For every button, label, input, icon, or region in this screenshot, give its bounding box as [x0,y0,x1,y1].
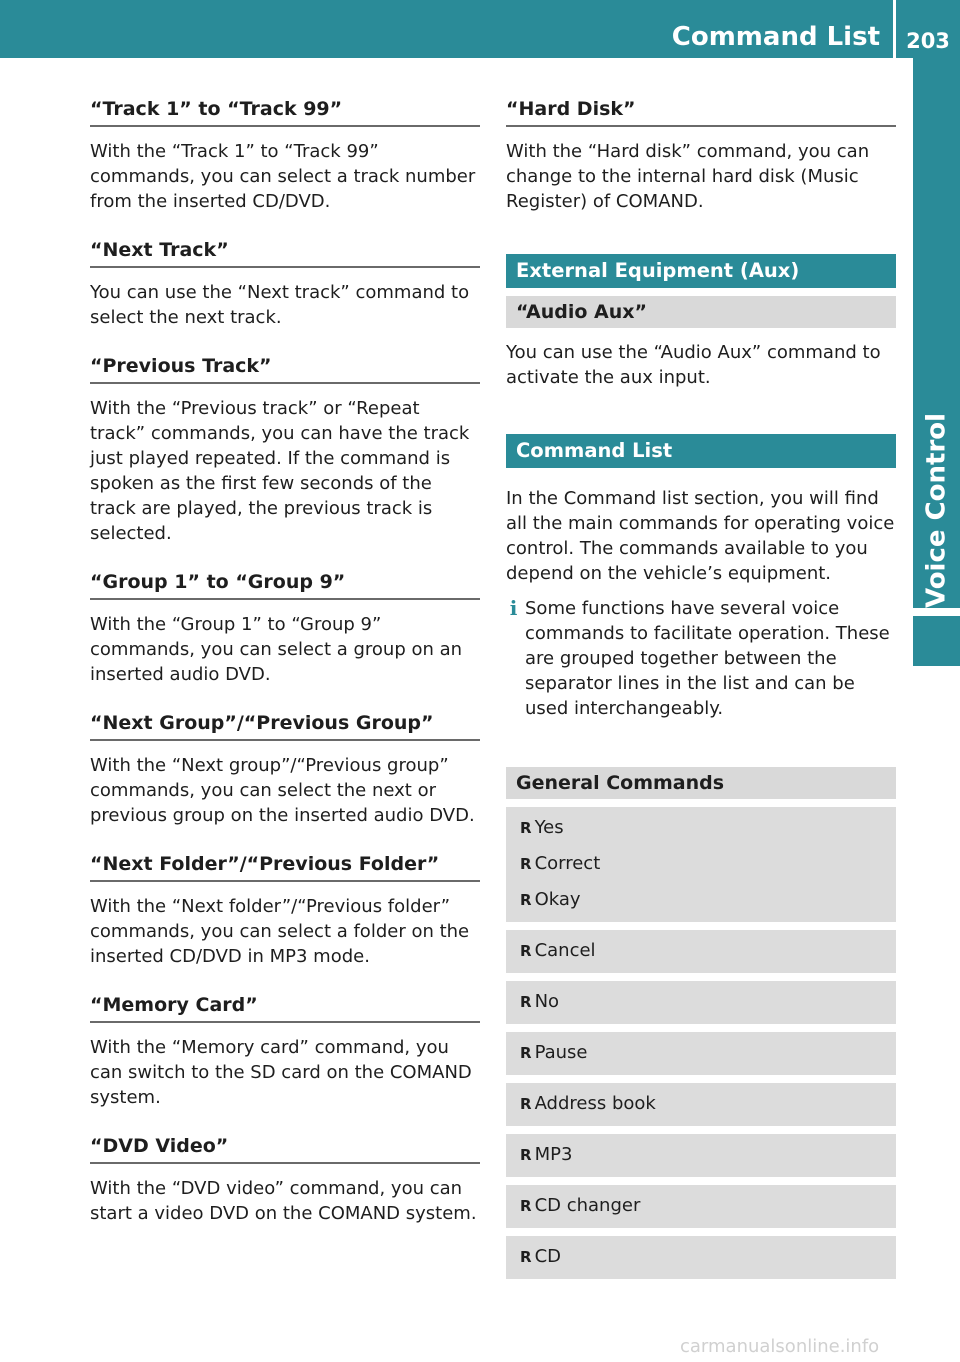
section-heading: “Memory Card” [90,991,480,1023]
section-text: With the “Hard disk” command, you can change to the internal hard disk (Music Register) of COMAND. [506,141,870,212]
command-item: R MP3 [520,1144,573,1165]
command-item: R Pause [520,1042,588,1063]
section-heading: “Next Folder”/“Previous Folder” [90,850,480,882]
command-item: R Yes [520,817,564,838]
section-text: With the “Group 1” to “Group 9” commands, you can select a group on an inserted audio DVD. [90,614,463,685]
command-group [506,1134,896,1177]
command-list-text: In the Command list section, you will find all the main commands for operating voice control. The commands available to you depend on the vehicle’s equipment. [506,488,895,584]
info-note [506,596,896,721]
bullet-icon: R [520,1146,532,1164]
bullet-icon: R [520,1197,532,1215]
section-dvd-video [90,1132,480,1226]
audio-aux-heading: “Audio Aux” [506,296,896,328]
section-heading: “Track 1” to “Track 99” [90,95,480,127]
bullet-icon: R [520,1044,532,1062]
bullet-icon: R [520,1095,532,1113]
section-track [90,95,480,214]
section-heading: “DVD Video” [90,1132,480,1164]
bullet-icon: R [520,819,532,837]
command-group [506,1032,896,1075]
command-group [506,1185,896,1228]
section-heading: “Hard Disk” [506,95,896,127]
section-heading: “Next Track” [90,236,480,268]
section-text: With the “Memory card” command, you can switch to the SD card on the COMAND system. [90,1037,472,1108]
section-hard-disk [506,95,896,214]
left-column [90,95,480,1248]
section-next-track [90,236,480,330]
page-number: 203 [906,29,950,53]
command-item: R Correct [520,853,601,874]
section-text: You can use the “Next track” command to select the next track. [90,282,470,328]
section-text: With the “Next folder”/“Previous folder” commands, you can select a folder on the inserted CD/DVD in MP3 mode. [90,896,470,967]
section-text: With the “DVD video” command, you can start a video DVD on the COMAND system. [90,1178,477,1224]
section-group [90,568,480,687]
section-text: With the “Previous track” or “Repeat track” commands, you can have the track just played repeated. If the command is spoken as the first few seconds of the track are played, the previous track is selected. [90,398,470,544]
command-item: R CD changer [520,1195,641,1216]
info-icon: i [509,596,518,620]
command-group [506,981,896,1024]
section-heading: “Group 1” to “Group 9” [90,568,480,600]
header-bar [0,0,960,58]
section-memory-card [90,991,480,1110]
side-tab-block [913,616,960,666]
side-tab-label: Voice Control [921,412,952,608]
command-group [506,930,896,973]
bullet-icon: R [520,993,532,1011]
section-text: With the “Track 1” to “Track 99” commands, you can select a track number from the inserted CD/DVD. [90,141,476,212]
command-item: R Cancel [520,940,596,961]
bullet-icon: R [520,855,532,873]
section-previous-track [90,352,480,546]
command-item: R Address book [520,1093,656,1114]
section-next-group [90,709,480,828]
header-title: Command List [671,22,880,52]
command-list-bar: Command List [506,434,896,468]
audio-aux-text: You can use the “Audio Aux” command to activate the aux input. [506,342,881,388]
bullet-icon: R [520,942,532,960]
aux-section-bar: External Equipment (Aux) [506,254,896,288]
command-group [506,807,896,922]
section-next-folder [90,850,480,969]
command-group [506,1236,896,1279]
command-item: R No [520,991,560,1012]
right-column [506,95,896,1279]
info-text: Some functions have several voice commands to facilitate operation. These are grouped together between the separator lines in the list and can be used interchangeably. [525,598,890,719]
command-group [506,1083,896,1126]
bullet-icon: R [520,1248,532,1266]
footer-watermark: carmanualsonline.info [680,1336,880,1357]
command-item: R CD [520,1246,561,1267]
general-commands-bar: General Commands [506,767,896,799]
side-tab [913,58,960,608]
bullet-icon: R [520,891,532,909]
command-item: R Okay [520,889,581,910]
section-text: With the “Next group”/“Previous group” commands, you can select the next or previous group on the inserted audio DVD. [90,755,475,826]
section-heading: “Previous Track” [90,352,480,384]
section-heading: “Next Group”/“Previous Group” [90,709,480,741]
